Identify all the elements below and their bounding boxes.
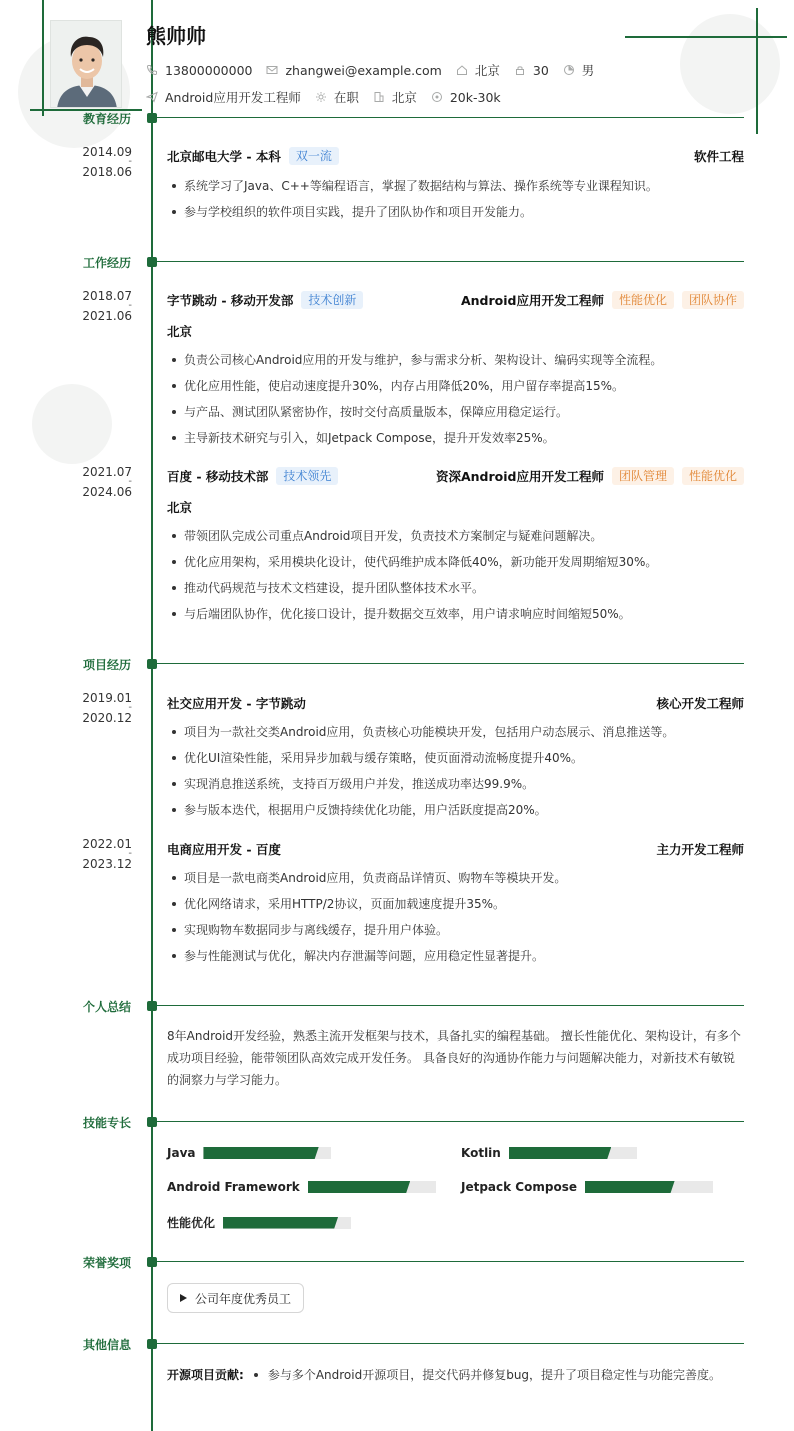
skill-item (461, 1180, 713, 1194)
section-title-work: 工作经历 (82, 256, 131, 270)
skill-name: Java (167, 1146, 196, 1160)
list-item: 参与版本迭代，根据用户反馈持续优化功能，用户活跃度提高20%。 (172, 800, 744, 826)
caret-right-icon (180, 1294, 187, 1302)
skill-bar (223, 1217, 351, 1229)
list-item: 推动代码规范与技术文档建设，提升团队整体技术水平。 (172, 578, 744, 604)
skill-level-fill (308, 1181, 410, 1193)
mail-icon (266, 64, 278, 76)
summary-line: 8年Android开发经验，熟悉主流开发框架与技术，具备扎实的编程基础。 擅长性能优化、架构设计，有多个 (167, 1029, 741, 1043)
section-title-other: 其他信息 (82, 1338, 131, 1352)
email-item (266, 63, 441, 78)
award-label: 公司年度优秀员工 (195, 1291, 292, 1306)
status-text: 在职 (333, 90, 359, 105)
job-title-text: Android应用开发工程师 (165, 90, 301, 105)
gender-text: 男 (581, 63, 595, 78)
age-text: 30 (532, 62, 549, 78)
skill-bar (203, 1147, 331, 1159)
company-tag: 技术创新 (301, 291, 363, 309)
list-item: 项目为一款社交类Android应用，负责核心功能模块开发，包括用户动态展示、消息推送等。 (172, 722, 744, 748)
decor-line (42, 0, 44, 116)
section-divider (157, 261, 744, 262)
skill-bar (509, 1147, 637, 1159)
list-item: 系统学习了Java、C++等编程语言，掌握了数据结构与算法、操作系统等专业课程知识。 (172, 176, 744, 202)
location-text: 北京 (474, 63, 500, 78)
skill-level-fill (509, 1147, 611, 1159)
salary-text: 20k-30k (449, 89, 501, 105)
skill-bar (308, 1181, 436, 1193)
list-item: 与后端团队协作，优化接口设计，提升数据交互效率，用户请求响应时间缩短50%。 (172, 604, 744, 630)
project-bullets (172, 722, 744, 826)
work-dates: 2021.07 - 2024.06 (82, 465, 132, 499)
bullet-dot (254, 1373, 258, 1377)
company-tag: 技术领先 (276, 467, 338, 485)
gender-item (563, 61, 595, 79)
job-role: Android应用开发工程师 (460, 293, 604, 308)
section-divider (157, 1005, 744, 1006)
section-divider (157, 663, 744, 664)
summary-text (167, 1025, 744, 1091)
timeline-marker (147, 1257, 157, 1267)
decor-circle-mid-left (32, 384, 112, 464)
email-text: zhangwei@example.com (285, 62, 442, 78)
work-bullets (172, 526, 744, 630)
major: 软件工程 (693, 149, 744, 164)
avatar (50, 20, 122, 108)
other-info-row (167, 1366, 721, 1383)
work-bullets (172, 350, 744, 454)
school-name: 北京邮电大学 - 本科 (167, 149, 281, 164)
work-city: 北京 (167, 324, 193, 339)
home-icon (456, 64, 468, 76)
status-item (315, 88, 359, 106)
education-bullets (172, 176, 744, 228)
list-item: 项目是一款电商类Android应用，负责商品详情页、购物车等模块开发。 (172, 868, 744, 894)
job-role: 资深Android应用开发工程师 (435, 469, 604, 484)
school-tag: 双一流 (289, 147, 339, 165)
skill-item (167, 1214, 351, 1231)
work-city: 北京 (167, 500, 193, 515)
list-item: 实现消息推送系统，支持百万级用户并发，推送成功率达99.9%。 (172, 774, 744, 800)
building-icon (373, 91, 385, 103)
list-item: 参与性能测试与优化，解决内存泄漏等问题，应用稳定性显著提升。 (172, 946, 744, 972)
project-entry-header (167, 694, 744, 712)
skill-name: 性能优化 (167, 1216, 216, 1230)
skill-level-fill (223, 1217, 338, 1229)
timeline-line (151, 0, 153, 1431)
decor-line (756, 8, 758, 134)
list-item: 实现购物车数据同步与离线缓存，提升用户体验。 (172, 920, 744, 946)
work-entry-header (167, 467, 744, 485)
coin-icon (431, 91, 443, 103)
summary-line: 成功项目经验，能带领团队高效完成开发任务。 具备良好的沟通协作能力与问题解决能力，对新技术有敏锐 (167, 1051, 735, 1065)
gear-icon (315, 91, 327, 103)
location-item (456, 61, 500, 79)
skill-bar (585, 1181, 713, 1193)
skill-name: Jetpack Compose (461, 1180, 577, 1194)
summary-line: 的洞察力与学习能力。 (167, 1073, 288, 1087)
phone-text: 13800000000 (165, 62, 253, 78)
list-item: 负责公司核心Android应用的开发与维护，参与需求分析、架构设计、编码实现等全流程。 (172, 350, 744, 376)
section-divider (157, 1121, 744, 1122)
role-tag: 性能优化 (682, 467, 744, 485)
skill-name: Kotlin (461, 1146, 501, 1160)
company-name: 字节跳动 - 移动开发部 (167, 293, 294, 308)
phone-item (146, 63, 252, 78)
education-entry-header (167, 147, 744, 165)
timeline-marker (147, 257, 157, 267)
list-item: 优化UI渲染性能，采用异步加载与缓存策略，使页面滑动流畅度提升40%。 (172, 748, 744, 774)
project-role: 核心开发工程师 (656, 696, 744, 711)
section-title-education: 教育经历 (82, 112, 131, 126)
list-item: 优化应用性能，使启动速度提升30%，内存占用降低20%，用户留存率提高15%。 (172, 376, 744, 402)
skill-level-fill (203, 1147, 318, 1159)
role-tag: 团队管理 (612, 467, 674, 485)
project-dates: 2022.01 - 2023.12 (82, 837, 132, 871)
job-title-item (146, 88, 301, 106)
list-item: 带领团队完成公司重点Android项目开发，负责技术方案制定与疑难问题解决。 (172, 526, 744, 552)
project-entry-header (167, 840, 744, 858)
list-item: 优化应用架构，采用模块化设计，使代码维护成本降低40%，新功能开发周期缩短30%。 (172, 552, 744, 578)
education-dates: 2014.09 - 2018.06 (82, 145, 132, 179)
section-title-summary: 个人总结 (82, 1000, 131, 1014)
section-divider (157, 1343, 744, 1344)
award-toggle[interactable] (167, 1283, 304, 1313)
section-divider (157, 1261, 744, 1262)
project-role: 主力开发工程师 (656, 842, 744, 857)
timeline-marker (147, 1001, 157, 1011)
phone-icon (146, 64, 158, 76)
section-title-honors: 荣誉奖项 (82, 1256, 131, 1270)
project-dates: 2019.01 - 2020.12 (82, 691, 132, 725)
section-title-skills: 技能专长 (82, 1116, 131, 1130)
project-name: 电商应用开发 - 百度 (167, 842, 281, 857)
target-city-text: 北京 (391, 90, 417, 105)
lock-icon (514, 64, 526, 76)
candidate-name: 熊帅帅 (146, 24, 206, 48)
skill-item (461, 1146, 637, 1160)
skill-item (167, 1146, 331, 1160)
target-city-item (373, 88, 417, 106)
send-icon (146, 91, 158, 103)
other-info-label: 开源项目贡献: (167, 1368, 244, 1382)
salary-item (431, 90, 501, 105)
role-tag: 性能优化 (612, 291, 674, 309)
gender-icon (563, 64, 575, 76)
section-title-projects: 项目经历 (82, 658, 131, 672)
skill-item (167, 1180, 436, 1194)
skill-name: Android Framework (167, 1180, 300, 1194)
skill-level-fill (585, 1181, 675, 1193)
contact-row (146, 61, 608, 79)
list-item: 主导新技术研究与引入，如Jetpack Compose，提升开发效率25%。 (172, 428, 744, 454)
company-name: 百度 - 移动技术部 (167, 469, 269, 484)
list-item: 与产品、测试团队紧密协作，按时交付高质量版本，保障应用稳定运行。 (172, 402, 744, 428)
timeline-marker (147, 659, 157, 669)
job-intent-row (146, 88, 515, 106)
profile-header (50, 20, 750, 110)
age-item (514, 63, 549, 78)
project-bullets (172, 868, 744, 972)
section-divider (157, 117, 744, 118)
role-tag: 团队协作 (682, 291, 744, 309)
other-info-text: 参与多个Android开源项目，提交代码并修复bug，提升了项目稳定性与功能完善度。 (267, 1368, 722, 1382)
timeline-marker (147, 1339, 157, 1349)
timeline-marker (147, 1117, 157, 1127)
list-item: 优化网络请求，采用HTTP/2协议，页面加载速度提升35%。 (172, 894, 744, 920)
project-name: 社交应用开发 - 字节跳动 (167, 696, 306, 711)
work-entry-header (167, 291, 744, 309)
list-item: 参与学校组织的软件项目实践，提升了团队协作和项目开发能力。 (172, 202, 744, 228)
work-dates: 2018.07 - 2021.06 (82, 289, 132, 323)
timeline-marker (147, 113, 157, 123)
